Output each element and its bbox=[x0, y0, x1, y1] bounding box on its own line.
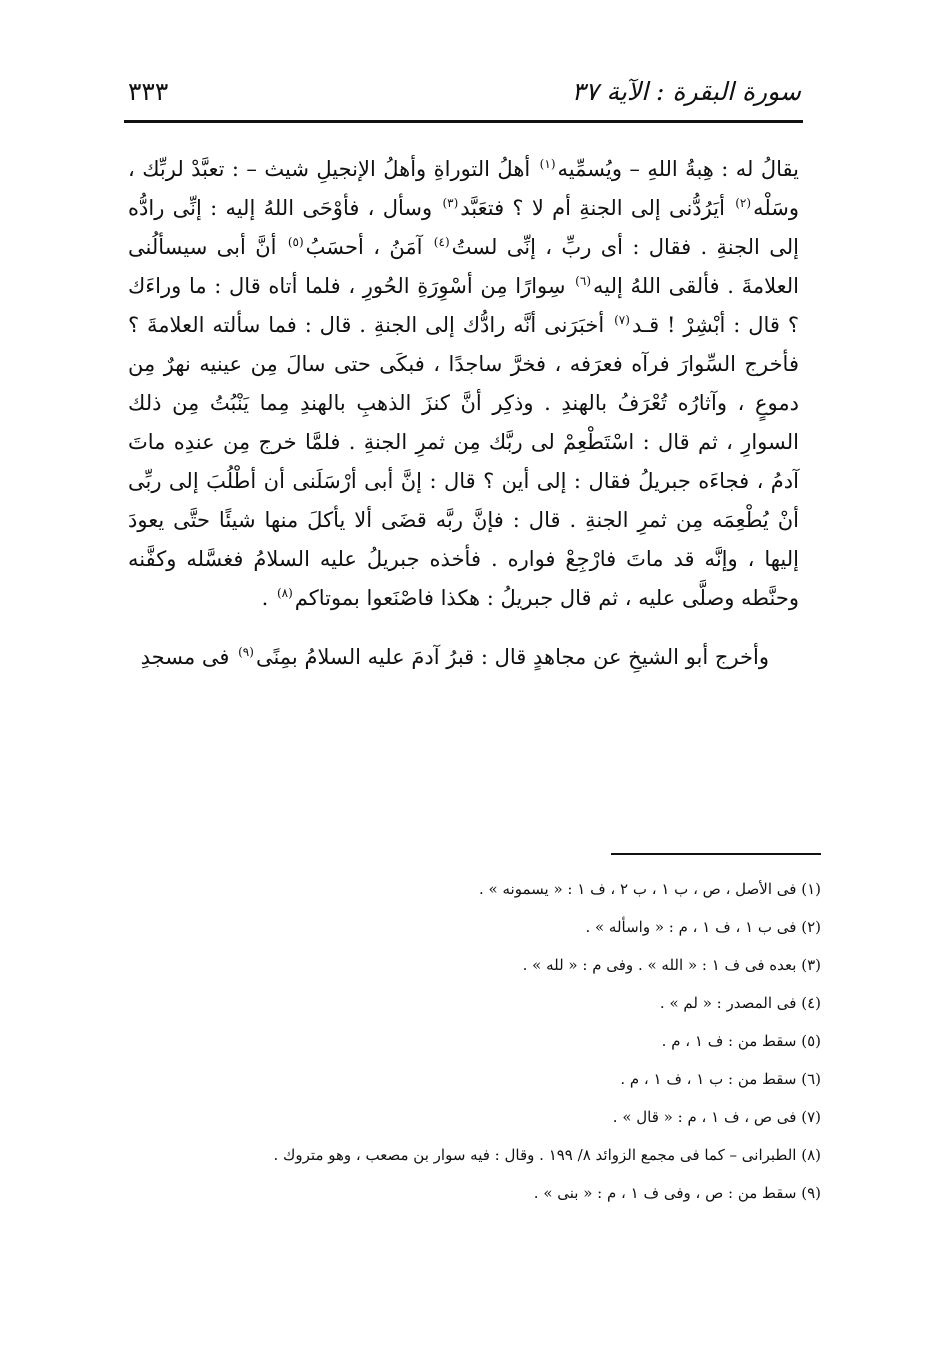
text-run: فى مسجدِ bbox=[140, 645, 237, 669]
footnote-ref: (٥) bbox=[287, 235, 304, 249]
header-title: سورة البقرة : الآية ٣٧ bbox=[571, 76, 801, 106]
text-run: أهلُ التوراةِ وأهلُ الإنجيلِ شيث – : تعبَّدْ لربِّك ، وسَلْه bbox=[128, 157, 800, 220]
footnote-divider bbox=[611, 853, 821, 855]
text-run: وسأل ، فأوْحَى اللهُ إليه : إنِّى رادُّه إلى الجنةِ . فقال : أى ربِّ ، إنِّى لستُ bbox=[128, 196, 799, 259]
paragraph bbox=[128, 638, 799, 677]
footnote: (٦) سقط من : ب ١ ، ف ١ ، م . bbox=[620, 1070, 821, 1088]
text-run: يقالُ له : هِبةُ اللهِ – ويُسمِّيه bbox=[557, 157, 799, 181]
footnote: (٨) الطبرانى – كما فى مجمع الزوائد ٨/ ١٩٩ . وقال : فيه سوار بن مصعب ، وهو متروك . bbox=[273, 1146, 821, 1164]
footnote-ref: (٣) bbox=[442, 196, 459, 210]
text-run: أيَرُدُّنى إلى الجنةِ أم لا ؟ فتعَبَّد bbox=[460, 196, 734, 220]
footnote-ref: (٤) bbox=[433, 235, 450, 249]
text-run: أنَّ أبى سيسألُنى العلامةَ . فألقى اللهُ إليه bbox=[128, 235, 799, 298]
text-run: . bbox=[261, 586, 275, 610]
footnote-ref: (٩) bbox=[238, 645, 254, 659]
running-header bbox=[128, 66, 801, 116]
text-run: سِوارًا مِن أسْوِرَةِ الحُورِ ، فلما أتاه قال : ما وراءَك ؟ قال : أبْشِرْ ! قـد bbox=[128, 274, 799, 337]
text-run: أخبَرَنى أنَّه رادُّك إلى الجنةِ . قال : فما سألته العلامةَ ؟ فأخرج السِّوارَ فرآه فعرَفه ، فخرَّ ساجدًا ، فبكَى حتى سالَ مِن عينيه نهرٌ مِن دموعٍ ، وآثارُه تُعْرَفُ بالهندِ . وذكِر أنَّ كنزَ الذهبِ بالهندِ مِما يَنْبُتُ مِن ذلك السوارِ ، ثم قال : اسْتَطْعِمْ لى ربَّك مِن ثمرِ الجنةِ . فلمَّا خرج مِن عندِه ماتَ آدمُ ، فجاءَه جبريلُ فقال : إلى أين ؟ قال : إنَّ أبى أرْسَلَنى أن أطْلُبَ إلى ربِّى أنْ يُطْعِمَه مِن ثمرِ الجنةِ . قال : فإنَّ ربَّه قضَى ألا يأكلَ منها شيئًا حتَّى يعودَ إليها ، وإنَّه قد ماتَ فارْجِعْ فواره . فأخذه جبريلُ عليه السلامُ فغسَّله وكفَّنه وحنَّطه وصلَّى عليه ، ثم قال جبريلُ : هكذا فاصْنَعوا بموتاكم bbox=[128, 313, 799, 610]
text-run: آمَنُ ، أحسَبُ bbox=[305, 235, 432, 259]
page-number: ٣٣٣ bbox=[128, 76, 169, 106]
footnote: (٩) سقط من : ص ، وفى ف ١ ، م : « بنى » . bbox=[533, 1184, 821, 1202]
footnotes bbox=[128, 870, 821, 1212]
footnote-ref: (١) bbox=[539, 157, 556, 171]
footnote: (١) فى الأصل ، ص ، ب ١ ، ب ٢ ، ف ١ : « يسمونه » . bbox=[479, 880, 821, 898]
footnote-ref: (٨) bbox=[276, 586, 293, 600]
footnote: (٤) فى المصدر : « لم » . bbox=[659, 994, 821, 1012]
footnote: (٧) فى ص ، ف ١ ، م : « قال » . bbox=[612, 1108, 821, 1126]
footnote-ref: (٦) bbox=[575, 274, 591, 288]
main-text bbox=[128, 150, 799, 677]
text-run: وأخرج أبو الشيخِ عن مجاهدٍ قال : قبرُ آدمَ عليه السلامُ بمِنًى bbox=[255, 645, 769, 669]
footnote: (٣) بعده فى ف ١ : « الله » . وفى م : « لله » . bbox=[522, 956, 821, 974]
paragraph bbox=[128, 150, 799, 618]
footnote: (٢) فى ب ١ ، ف ١ ، م : « واسأله » . bbox=[585, 918, 821, 936]
header-divider bbox=[124, 120, 803, 123]
footnote-ref: (٧) bbox=[614, 313, 630, 327]
footnote-ref: (٢) bbox=[735, 196, 752, 210]
footnote: (٥) سقط من : ف ١ ، م . bbox=[661, 1032, 821, 1050]
